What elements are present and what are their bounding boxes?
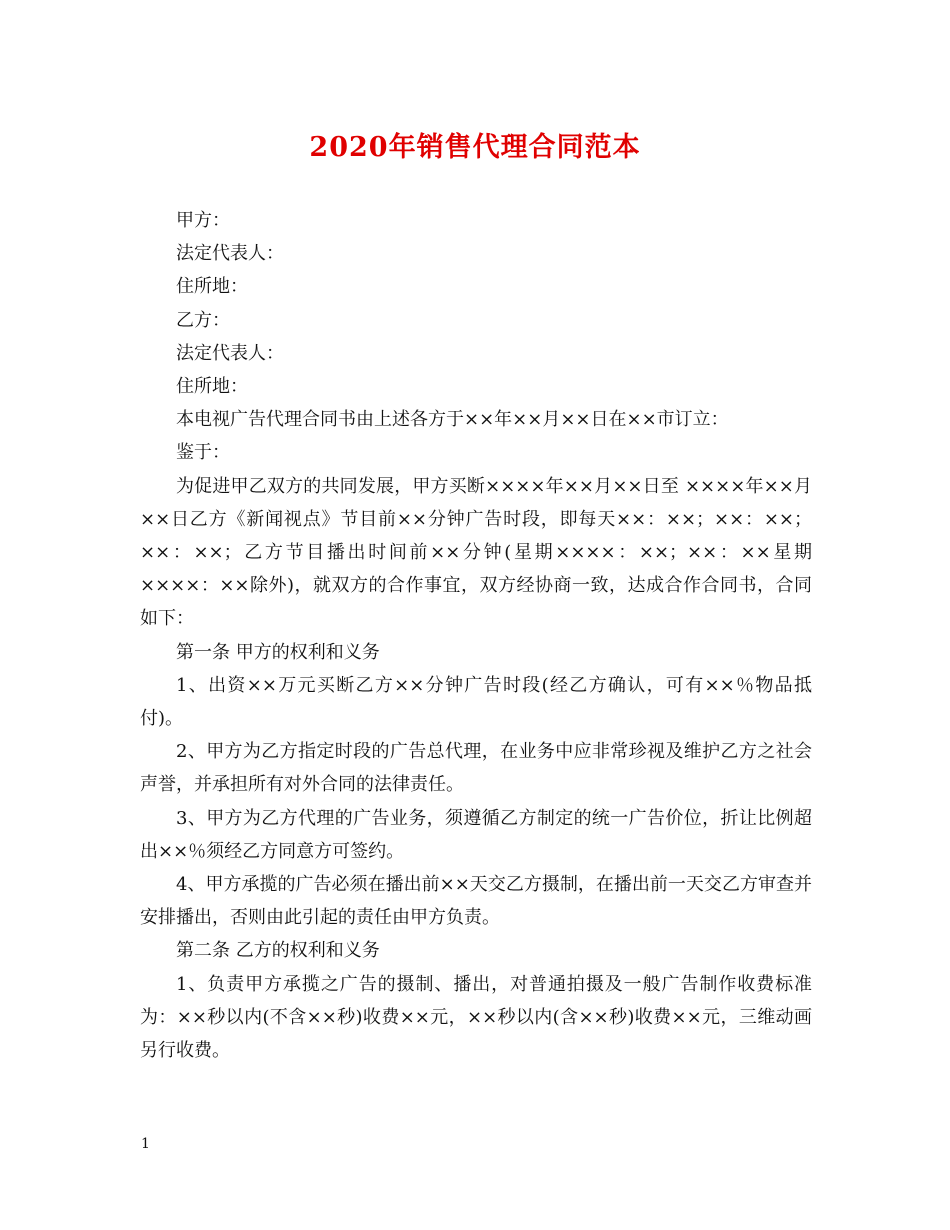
- article-one-item-1: 1、出资××万元买断乙方××分钟广告时段(经乙方确认，可有××％物品抵付)。: [140, 674, 812, 730]
- contract-intro-paragraph: 本电视广告代理合同书由上述各方于××年××月××日在××市订立：: [176, 409, 729, 431]
- document-body: [140, 204, 812, 1067]
- page-number: 1: [141, 1136, 150, 1152]
- article-one-item-4: 4、甲方承揽的广告必须在播出前××天交乙方摄制，在播出前一天交乙方审查并安排播出，否则由此引起的责任由甲方负责。: [140, 874, 812, 929]
- party-a-representative-label: 法定代表人：: [176, 243, 284, 265]
- party-b-label: 乙方：: [176, 309, 230, 331]
- document-title: 2020年销售代理合同范本: [309, 132, 641, 163]
- article-one-heading: 第一条 甲方的权利和义务: [176, 641, 380, 663]
- party-a-address-label: 住所地：: [176, 276, 248, 298]
- article-one-item-3: 3、甲方为乙方代理的广告业务，须遵循乙方制定的统一广告价位，折让比例超出××％须经乙方同意方可签约。: [140, 807, 812, 862]
- cooperation-paragraph: 为促进甲乙双方的共同发展，甲方买断××××年××月××日至 ××××年××月××日乙方《新闻视点》节目前××分钟广告时段，即每天××：××；××：××；××：××；乙方节目播出时间前××分钟(星期××××：××；××：××星期××××：××除外)，就双方的合作事宜，双方经协商一致，达成合作合同书，合同如下：: [140, 475, 812, 630]
- article-two-item-1: 1、负责甲方承揽之广告的摄制、播出，对普通拍摄及一般广告制作收费标准为：××秒以内(不含××秒)收费××元，××秒以内(含××秒)收费××元，三维动画另行收费。: [140, 973, 812, 1062]
- article-one-item-2: 2、甲方为乙方指定时段的广告总代理，在业务中应非常珍视及维护乙方之社会声誉，并承担所有对外合同的法律责任。: [140, 741, 812, 796]
- party-b-representative-label: 法定代表人：: [176, 342, 284, 364]
- party-b-address-label: 住所地：: [176, 376, 248, 398]
- party-a-label: 甲方：: [176, 210, 230, 231]
- whereas-heading: 鉴于：: [176, 442, 230, 464]
- article-two-heading: 第二条 乙方的权利和义务: [176, 940, 380, 962]
